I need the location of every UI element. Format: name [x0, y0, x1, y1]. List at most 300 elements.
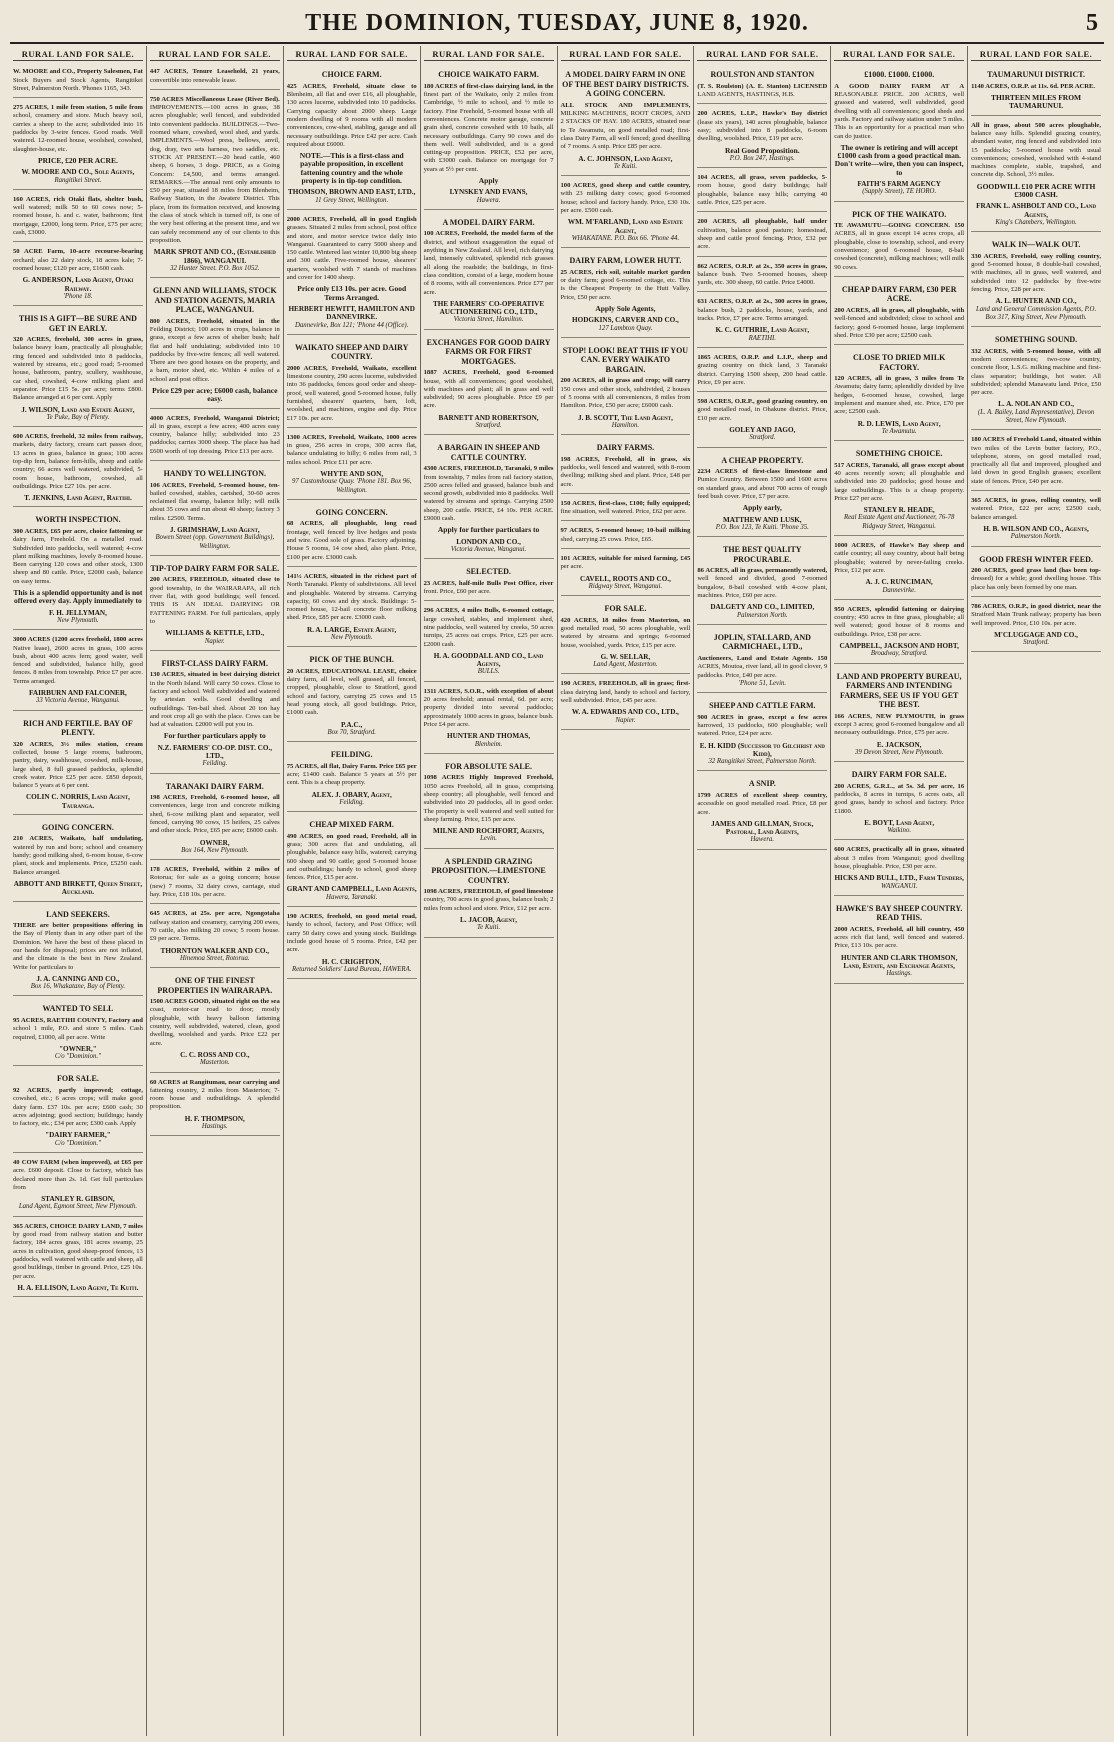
- ad-column: [968, 46, 1104, 1736]
- ad-price-text: THIRTEEN MILES FROM TAUMARUNUI.: [990, 93, 1082, 111]
- ad-address: Bowen Street (opp. Government Buildings), Wellington.: [155, 534, 275, 550]
- ad-address: Land and General Commission Agents, P.O. Box 317, King Street, New Plymouth.: [975, 305, 1097, 321]
- ad-address: Hastings.: [201, 1123, 228, 1130]
- ad-address: Hawera.: [750, 836, 775, 844]
- ad-heading: A SPLENDID GRAZING PROPOSITION.—LIMESTONE COUNTRY.: [431, 856, 546, 885]
- ad-agent-name: L. JACOB, Agent,: [460, 916, 518, 925]
- ad-address: Feilding.: [202, 760, 228, 768]
- ad-agent-name: THE FARMERS' CO-OPERATIVE AUCTIONEERING CO., LTD.,: [432, 299, 545, 317]
- ad-body-text: 200 ACRES, all in grass, all ploughable, with well-fenced and subdivided; close to school and factory; good 6-roomed house, large implement shed. Price £30 per acre; £2500 cash.: [834, 306, 965, 339]
- ad-price-text: Apply: [478, 176, 499, 186]
- ad-address: 32 Hunter Street. P.O. Box 1052.: [170, 264, 260, 272]
- ad-heading: SOMETHING SOUND.: [994, 335, 1078, 345]
- ad-agent-name: E. BOYT, Land Agent,: [864, 818, 935, 827]
- classified-ad: [13, 430, 143, 507]
- ad-heading: CLOSE TO DRIED MILK FACTORY.: [852, 353, 946, 372]
- ad-body-text: 900 ACRES in grass, except a few acres harrowed, 13 paddocks, 600 ploughable; well watered. Price, £24 per acre.: [697, 713, 828, 738]
- ad-agent-name: E. JACKSON,: [876, 740, 922, 749]
- ad-heading: SHEEP AND CATTLE FARM.: [709, 701, 816, 711]
- ad-body-text: 200 ACRES, FREEHOLD, situated close to good township, in the WAIRARAPA, all rich river flat, with good buildings; well fenced. THIS IS AN IDEAL DAIRYING OR FATTENING FARM. For full particulars, apply to: [149, 576, 280, 625]
- ad-address: BULLS.: [477, 668, 500, 676]
- ad-address: Box 70, Stratford.: [327, 728, 376, 736]
- classified-ad: [13, 905, 143, 997]
- ad-agent-name: LONDON AND CO.,: [456, 537, 521, 546]
- ad-body-text: 23 ACRES, half-mile Bulls Post Office, river front. Price, £60 per acre.: [423, 579, 554, 596]
- ad-agent-name: BARNETT AND ROBERTSON,: [438, 413, 539, 422]
- ad-body-text: 210 ACRES, Waikato, half undulating, watered by run and bore; school and creamery handy; good milking shed, 6-room house, 6-cow plant, stock and implements. Price, £5250 cash. Balance arranged.: [13, 835, 143, 876]
- ad-address: Stratford.: [1023, 639, 1050, 647]
- ad-address: Land Agent, Masterton.: [593, 661, 658, 669]
- classified-ad: [150, 412, 280, 461]
- ad-body-text: 92 ACRES, partly improved; cottage, cowshed, etc.; 6 acres crops; will make good dairy farm. £37 10s. per acre; £600 cash; 30 acres adjoining; good section; buildings; handy to factory, etc.; £34 per acre; £300 cash. Apply: [13, 1086, 143, 1128]
- ad-column: [558, 46, 695, 1736]
- column-header: RURAL LAND FOR SALE.: [971, 46, 1101, 61]
- classified-ad: [971, 600, 1101, 652]
- ad-heading: HANDY TO WELLINGTON.: [163, 469, 267, 479]
- ad-agent-name: G. W. SELLAR,: [600, 652, 651, 661]
- ad-heading: THE BEST QUALITY PROCURABLE.: [723, 545, 802, 564]
- ad-body-text: 101 ACRES, suitable for mixed farming, £45 per acre.: [560, 554, 691, 571]
- classified-ad: [150, 464, 280, 556]
- classified-ad: [834, 205, 964, 277]
- ad-body-text: 4300 ACRES, FREEHOLD, Taranaki, 9 miles from township, 7 miles from rail factory station, 2500 acres felled and grassed, balance bush and second growth, subdivided into 8 paddocks. Well watered by streams and springs. Carrying 2500 sheep, 200 cattle. PRICE, £4 10s. PER ACRE. £9000 cash.: [423, 465, 554, 523]
- ad-heading: TARANAKI DAIRY FARM.: [165, 781, 264, 791]
- ad-agent-name: M'CLUGGAGE AND CO.,: [994, 630, 1078, 639]
- ad-address: Blenheim.: [474, 740, 503, 748]
- classified-ad: [971, 494, 1101, 546]
- ad-heading: A MODEL DAIRY FARM.: [442, 217, 535, 227]
- ad-address: 'Phone 51, Levin.: [738, 679, 787, 687]
- ad-body-text: 178 ACRES, Freehold, within 2 miles of Rotorua; for sale as a going concern; house (new) 7 rooms, 32 dairy cows, carriage, stud hay. Price, £18 10s. per acre.: [149, 866, 280, 899]
- ad-body-text: 490 ACRES, on good road, Freehold, all in grass; 300 acres flat and undulating, all ploughable, balance easy hills, watered; carrying 600 sheep and 90 cattle; good 5-roomed house and outbuildings; handy to school, good sheep fences. Price, £15 per acre.: [286, 832, 417, 882]
- masthead: [10, 8, 1104, 44]
- ad-body-text: 300 ACRES, £65 per acre, choice fattening or dairy farm, Freehold. On a metalled road. Subdivided into paddocks, well watered; 4-cow plant milking machines, lovely 8-roomed house. Been carrying 120 cows and other stock, 1300 sheep and 80 cattle. Price, £2000 cash, balance on easy terms.: [13, 527, 143, 585]
- ad-address: Dannevirke.: [882, 586, 916, 594]
- classified-ad: [287, 213, 417, 335]
- ad-address: Te Kuiti.: [476, 924, 501, 932]
- ad-body-text: 332 ACRES, with 5-roomed house, with all modern conveniences; two-cow country, concrete floor, L.S.G. milking machine and first-class separator; buildings, hot water. All subdivided; splendid Manawatu land. Price, £50 per acre.: [971, 347, 1101, 397]
- ad-address: Levin.: [480, 835, 497, 843]
- ad-column: [147, 46, 284, 1736]
- ad-agent-name: A. C. JOHNSON, Land Agent,: [578, 154, 673, 163]
- ad-agent-name: WHYTE AND SON,: [320, 470, 384, 479]
- classified-ad: [561, 497, 691, 522]
- ad-body-text: 75 ACRES, all flat, Dairy Farm. Price £65 per acre; £1400 cash. Balance 5 years at 5½ per cent. This is a cheap property.: [286, 762, 417, 787]
- ad-address: Te Awamutu.: [881, 427, 917, 435]
- ad-heading: WAIKATO SHEEP AND DAIRY COUNTRY.: [294, 342, 409, 362]
- classified-ad: [287, 815, 417, 907]
- classified-ad: [13, 1220, 143, 1297]
- ad-address: Ridgway Street, Wanganui.: [588, 582, 663, 590]
- ad-body-text: 1140 ACRES, O.R.P. at 11s. 6d. PER ACRE.: [971, 82, 1096, 90]
- classified-ad: [424, 757, 554, 849]
- classified-ad: [971, 433, 1101, 491]
- ad-column: [694, 46, 831, 1736]
- ad-agent-name: GRANT AND CAMPBELL, Land Agents,: [286, 885, 417, 894]
- ad-body-text: 25 ACRES, rich soil, suitable market garden or dairy farm; good 6-roomed cottage, etc. This is the Cheapest Property in the Hutt Valley. Price, £50 per acre.: [560, 268, 691, 301]
- ad-body-text: 68 ACRES, all ploughable, long road frontage, well fenced by live hedges and posts and wire. Good sole of grass. Factory adjoining. House 5 rooms, 14 cow shed, also plant. Price, £100 per acre. £3000 cash.: [286, 520, 417, 561]
- ad-heading: GOOD FRESH WINTER FEED.: [979, 554, 1093, 564]
- ad-body-text: 120 ACRES, all in grass, 3 miles from Te Awamutu; dairy farm; splendidly divided by live hedges, 6-roomed house, cowshed, large implement and manure shed, etc. Price, £70 per acre; £2500 cash.: [834, 375, 965, 416]
- ad-body-text: All in grass, about 500 acres ploughable, balance easy hills. Splendid grazing country, abundant water, ring fenced and subdivided into 15 paddocks; 5-roomed house with usual conveniences; cowshed, woolshed with 4-stand machines complete, stable, trapshed, and concrete dip. School, 3½ miles.: [971, 121, 1101, 179]
- ad-address: King's Chambers, Wellington.: [995, 218, 1077, 226]
- ad-heading: DAIRY FARM FOR SALE.: [851, 770, 947, 780]
- classified-ad: [424, 65, 554, 210]
- ad-address: RAETIHI.: [748, 334, 776, 342]
- ad-address: New Plymouth.: [330, 634, 373, 642]
- ad-agent-name: LYNSKEY AND EVANS,: [449, 188, 528, 197]
- classified-ad: [834, 539, 964, 600]
- ad-address: Stratford.: [749, 434, 776, 442]
- ad-body-text: 200 ACRES, L.I.P., Hawke's Bay district (lease six years), 140 acres ploughable, balance easy; subdivided into 8 paddocks, 6-room dwelling, woolshed. Price, £19 per acre.: [697, 110, 828, 143]
- ad-body-text: 160 ACRES, rich Otaki flats, shelter bush, well watered; milk 50 to 60 cows now; 5-roomed house, h. and c. water, bathroom; first mortgage, £2000, long term. Price, £75 per acre; cash, £3000.: [13, 195, 143, 237]
- ad-body-text: 200 ACRES, good grass land (has been top-dressed) for a while; good dwelling house. This place has only been formed by one man.: [971, 567, 1101, 591]
- ad-heading: A BARGAIN IN SHEEP AND CATTLE COUNTRY.: [437, 443, 540, 462]
- ad-column: [284, 46, 421, 1736]
- classified-ad: [13, 818, 143, 902]
- classified-ad: [150, 65, 280, 90]
- ad-heading: £1000. £1000. £1000.: [864, 70, 935, 80]
- classified-ad: [561, 251, 691, 338]
- ad-body-text: 104 ACRES, all grass, seven paddocks, 5-room house, good dairy buildings; half ploughable, balance easy hills; carrying 40 cattle. Price, £25 per acre.: [697, 174, 828, 207]
- page-number: 5: [1086, 10, 1098, 36]
- ad-address: Broadway, Stratford.: [870, 650, 928, 658]
- ad-heading: A SNIP.: [748, 779, 776, 789]
- ad-body-text: 320 ACRES, freehold, 300 acres in grass, balance heavy loam, practically all ploughable; ring fenced and subdivided into 8 paddocks, watered by streams, etc.; good road; 5-roomed house, bathroom, pantry, scullery, washhouse, car shed, cowshed, 4-cow milking plant and separator. Price £15 5s. per acre; terms £800. Balance arranged at 6 per cent. Apply: [13, 336, 143, 402]
- ad-agent-name: A. L. HUNTER AND CO.,: [995, 297, 1077, 306]
- ad-address: Napier.: [204, 637, 225, 645]
- classified-ad: [287, 910, 417, 979]
- classified-ad: [697, 628, 827, 693]
- classified-ad: [834, 843, 964, 895]
- classified-ad: [971, 119, 1101, 233]
- classified-ad: [834, 765, 964, 840]
- ad-agent-name: J. WILSON, Land and Estate Agent,: [21, 405, 135, 414]
- ad-heading: WANTED TO SELL: [42, 1004, 114, 1014]
- ad-agent-name: HUNTER AND CLARK THOMSON, Land, Estate, and Exchange Agents,: [840, 953, 958, 971]
- ad-agent-name: J. GRIMSHAW, Land Agent,: [169, 526, 260, 535]
- ad-address: P.O. Box 123, Te Kuiti. 'Phone 35.: [715, 523, 809, 531]
- ad-price-text: The owner is retiring and will accept £1000 cash from a good practical man. Don't write—wire, then you can inspect, to: [834, 142, 964, 177]
- ad-price-text: Price only £13 10s. per acre. Good Terms Arranged.: [297, 284, 407, 302]
- ad-price-text: Apply early,: [742, 503, 782, 513]
- ad-heading: FOR SALE.: [604, 604, 647, 614]
- ad-body-text: 141½ ACRES, situated in the richest part of North Taranaki. Plenty of subdivisions. All level and ploughable. Watered by streams. Carrying capacity, 60 cows and dry stock. Buildings: 5-roomed house, 12-bail concrete floor milking shed. Price, £85 per acre. £3000 cash.: [286, 572, 417, 622]
- ad-heading: A MODEL DAIRY FARM IN ONE OF THE BEST DAIRY DISTRICTS. A GOING CONCERN.: [562, 70, 689, 99]
- ad-address: C/o "Dominion.": [54, 1053, 101, 1061]
- ad-price-text: NOTE.—This is a first-class and payable proposition, in excellent fattening country and the whole property is in tip-top condition.: [299, 151, 404, 186]
- ad-agent-name: H. A. ELLISON, Land Agent, Te Kuiti.: [17, 1283, 139, 1292]
- ad-body-text: 1887 ACRES, Freehold, good 6-roomed house, with all conveniences; good woolshed, with machines and plant; all in grass and well subdivided; 90 acres ploughable. Price £9 per acre.: [423, 369, 554, 410]
- ad-agent-name: L. A. NOLAN AND CO.,: [998, 400, 1074, 409]
- ad-column: [421, 46, 558, 1736]
- ad-heading: WALK IN—WALK OUT.: [991, 240, 1081, 250]
- ad-address: Stratford.: [475, 422, 502, 429]
- ad-heading: FEILDING.: [330, 750, 373, 760]
- ad-agent-name: H. A. GOODDALL AND CO., Land Agents,: [433, 651, 544, 669]
- ad-address: Hawera, Taranaki.: [326, 893, 378, 901]
- ad-agent-name: H. B. WILSON AND CO., Agents,: [983, 524, 1089, 533]
- ad-agent-name: DALGETY AND CO., LIMITED,: [710, 603, 815, 612]
- classified-ad: [834, 280, 964, 345]
- classified-ad: [13, 1156, 143, 1217]
- ad-body-text: 200 ACRES, G.R.L., at 5s. 3d. per acre, 16 paddocks, 8 acres in turnips, 6 acres oats, all good grass, handy to school and factory. Price £1800.: [834, 782, 965, 815]
- ad-heading: TAUMARUNUI DISTRICT.: [987, 70, 1086, 80]
- ad-agent-name: STANLEY R. GIBSON,: [41, 1195, 115, 1204]
- ad-price-text: Apply for further particulars to: [437, 525, 540, 535]
- ad-agent-name: J. A. CANNING AND CO.,: [36, 974, 120, 983]
- classified-ad: [561, 677, 691, 729]
- ad-body-text: 100 ACRES, Freehold, the model farm of the district, and without exaggeration the equal of anything in New Zealand. All level, rich dairying land, intensely cultivated, splendid rich grasses all along the roadside; the buildings, in first-class condition, consist of a large, modern house of 8 rooms, with all conveniences. Price £77 per acre.: [423, 230, 554, 296]
- ad-price-text: Real Good Proposition.: [724, 145, 800, 155]
- ad-agent-name: W. A. EDWARDS AND CO., LTD.,: [571, 708, 679, 717]
- classified-ad: [971, 235, 1101, 327]
- ad-address: WHAKATANE. P.O. Box 66. 'Phone 44.: [571, 234, 680, 242]
- classified-ad: [697, 696, 827, 771]
- ad-agent-name: "DAIRY FARMER,": [45, 1131, 111, 1140]
- ad-agent-name: HERBERT HEWITT, HAMILTON AND DANNEVIRKE.: [288, 304, 415, 322]
- ad-body-text: 190 ACRES, freehold, on good metal road, handy to school, factory, and Post Office; will carry 50 dairy cows and young stock. Buildings include good house of 5 rooms. Price, £42 per acre.: [286, 913, 417, 954]
- classified-ad: [287, 431, 417, 500]
- ad-heading: RICH AND FERTILE. BAY OF PLENTY.: [23, 718, 133, 738]
- ad-body-text: 750 ACRES Miscellaneous Lease (River Bed). IMPROVEMENTS.—100 acres in grass, 38 acres ploughable; well fenced, and subdivided into convenient paddocks. BUILDINGS.—Two-roomed whare, cowshed, wool shed, and yards. IMPLEMENTS.—Wool press, bellows, anvil, dog, dray, two sets harness, two saddles, etc. STOCK AT PRESENT.—20 head cattle, 460 sheep, 6 horses, 3 dogs. PRICE, as a Going Concern: £4,500, and terms arranged. REMARKS.—The annual rent only amounts to £50 per year, situated 18 miles from Blenheim, Railway Station, in the Awatere District. This place, from its formation received, and knowing the class of stock which is turned off, is one of the very best offering at the present time, and we can safely recommend any of our clients to this proposition.: [149, 95, 280, 244]
- ad-address: 39 Devon Street, New Plymouth.: [854, 748, 944, 756]
- ad-heading: SELECTED.: [466, 567, 511, 577]
- ad-heading: CHEAP DAIRY FARM, £30 PER ACRE.: [841, 284, 957, 304]
- ad-agent-name: HODGKINS, CARVER AND CO.,: [572, 316, 679, 325]
- ad-address: Palmerston North.: [737, 611, 788, 619]
- classified-ad: [561, 179, 691, 248]
- ad-body-text: 275 ACRES, 1 mile from station, 5 mile from school, creamery and store. Much heavy soil, carries a sheep to the acre; subdivided into 16 paddocks by 3-wire fences. Good roads. Well watered. 12-roomed house, woolshed, cowshed, slaughter-house, etc.: [13, 104, 143, 153]
- ad-heading: FOR SALE.: [57, 1074, 99, 1084]
- ad-agent-name: K. C. GUTHRIE, Land Agent,: [715, 326, 810, 335]
- ad-body-text: 198 ACRES, Freehold, 6-roomed house, all conveniences, large iron and concrete milking shed, 6-cow milking plant and separator, well fenced, carrying 90 cows, 15 heifers, 25 calves and other stock. Price, £65 per acre; £6000 cash.: [149, 794, 280, 835]
- ad-heading: WORTH INSPECTION.: [35, 515, 121, 525]
- classified-ad: [561, 552, 691, 596]
- classified-ad: [150, 1076, 280, 1137]
- ad-address: Box 164, New Plymouth.: [181, 846, 249, 854]
- column-header: RURAL LAND FOR SALE.: [13, 46, 143, 61]
- ad-heading: EXCHANGES FOR GOOD DAIRY FARMS OR FOR FIRST MORTGAGES.: [426, 337, 551, 366]
- classified-ad: [424, 685, 554, 754]
- classified-ad: [13, 245, 143, 306]
- ad-heading: FIRST-CLASS DAIRY FARM.: [161, 658, 268, 668]
- ad-body-text: 1098 ACRES, FREEHOLD, of good limestone country, 700 acres in good grass, balance bush; 2 miles from school and store. Price, £12 per acre.: [423, 888, 554, 912]
- ad-body-text: 60 ACRES at Rangitumau, near carrying and fattening country, 2 miles from Masterton; 7-room house and outbuildings. A splendid proposition.: [149, 1078, 280, 1111]
- ad-body-text: 330 ACRES, Freehold, easy rolling country, good 5-roomed house, 8 double-bail cowshed, with machines, all in grass, well watered, and subdivided into 12 paddocks by five-wire fencing. Price, £28 per acre.: [971, 252, 1101, 293]
- classified-ad: [424, 562, 554, 601]
- ad-address: Hawera.: [476, 196, 501, 204]
- ad-heading: PICK OF THE BUNCH.: [309, 655, 394, 665]
- ad-agent-name: W. MOORE AND CO., Sole Agents,: [21, 168, 135, 177]
- ad-agent-name: A. J. C. RUNCIMAN,: [865, 578, 933, 587]
- ad-address: Feilding.: [339, 798, 365, 806]
- ad-heading: GLENN AND WILLIAMS, STOCK AND STATION AGENTS, MARIA PLACE, WANGANUI.: [152, 286, 277, 315]
- column-header: RURAL LAND FOR SALE.: [287, 46, 417, 61]
- ad-address: Box 16, Whakatane, Bay of Plenty.: [30, 983, 126, 991]
- ad-heading: CHOICE FARM.: [321, 70, 382, 80]
- ad-agent-name: E. H. KIDD (Successor to Gilchrist and Kidd),: [699, 741, 825, 758]
- ad-body-text: 100 ACRES, good sheep and cattle country, with 23 milking dairy cows; good 6-roomed house; school and factory handy. Price, £30 10s. per acre. £500 cash.: [560, 182, 691, 215]
- ad-address: (Sapply Street), TE HORO.: [862, 188, 937, 196]
- ad-body-text: 150 ACRES, first-class, £100; fully equipped; fine situation, well watered. Price, £62 per acre.: [560, 499, 691, 516]
- ad-agent-name: OWNER,: [199, 838, 230, 847]
- ad-agent-name: STANLEY R. HEADE,: [863, 506, 935, 515]
- classified-ad: [424, 604, 554, 681]
- ad-address: Hamilton.: [611, 421, 640, 429]
- ad-address: Land Agent, Egmont Street, New Plymouth.: [18, 1203, 138, 1211]
- ad-body-text: 862 ACRES, O.R.P. at 2s., 350 acres in grass, balance bush. Two 5-roomed houses, sheep yards, etc. 300 sheep, 60 cattle. Price £4000.: [697, 262, 828, 287]
- ad-body-text: 600 ACRES, freehold, 32 miles from railway, markets, dairy factory, cream cart passes door, 13 acres in grass, balance in grass; 100 acres top-dip fern, balance fern-hills, sheep and cattle country; 66 acres well watered, subdivided, 5-room house, bathroom, cowshed, all outbuildings. Price £27 10s. per acre.: [13, 433, 143, 490]
- ad-heading: HAWKE'S BAY SHEEP COUNTRY. READ THIS.: [835, 903, 963, 923]
- ad-body-text: 50 ACRE Farm, 10-acre recourse-bearing orchard; also 22 dairy stock, 18 acres kale; 7-roomed house; £120 per acre, £1600 cash.: [13, 248, 143, 272]
- ad-heading: SOMETHING CHOICE.: [855, 449, 943, 459]
- classified-ad: [697, 107, 827, 168]
- ad-price-text: Apply Sole Agents,: [595, 303, 656, 313]
- ad-price-text: GOODWILL £10 PER ACRE WITH £3000 CASH.: [976, 181, 1096, 200]
- ad-agent-name: T. JENKINS, Land Agent, Raetihi.: [24, 494, 132, 503]
- ad-agent-name: FAIRBURN AND FALCONER,: [29, 689, 127, 698]
- classified-ad: [13, 101, 143, 190]
- classified-ad: [424, 852, 554, 938]
- classified-ad: [834, 899, 964, 984]
- ad-body-text: 106 ACRES, Freehold, 5-roomed house, ten-bailed cowshed, stables, cartshed, 30-60 acres reclaimed flat swamp, balance hilly; will milk about 35 cows and run about 40 sheep; factory 3 miles. £2500. Terms.: [149, 481, 280, 522]
- classified-ad: [697, 295, 827, 347]
- ad-price-text: This is a splendid opportunity and is not offered every day. Apply immediately to: [13, 588, 143, 606]
- ad-body-text: 950 ACRES, splendid fattening or dairying country; 450 acres in fine grass, ploughable; all well watered; good house of 8 rooms and outbuildings. Price, £38 per acre.: [834, 605, 965, 638]
- ad-price-text: PRICE, £20 PER ACRE.: [38, 155, 118, 165]
- ad-body-text: 3000 ACRES (1200 acres freehold, 1800 acres Native lease), 2600 acres in grass, 100 acres bush, about 400 acres fern; good water, well fenced and subdivided, balance hilly, good fences. 8 miles from township. Price £7 per acre. Terms arranged.: [13, 636, 143, 685]
- ad-body-text: 320 ACRES, 3½ miles station, cream collected, house 5 large rooms, bathroom, pantry, dairy, washhouse, cowshed, milk-house, large shed, 8 full grassed paddocks, splendid creek water. Price £25 per acre. £850 deposit, balance 5 years at 6 per cent.: [13, 740, 143, 790]
- ad-address: Waikino.: [887, 827, 912, 835]
- ad-body-text: (T. S. Roulston) (A. E. Stanton) LICENSED LAND AGENTS, HASTINGS, H.B.: [697, 82, 828, 99]
- classified-ad: [834, 348, 964, 441]
- classified-ad: [561, 341, 691, 435]
- ad-address: New Plymouth.: [57, 616, 99, 624]
- ad-body-text: 1000 ACRES, of Hawke's Bay sheep and cattle country; all easy country, about half being ploughable; watered by never-failing creeks. Price, £12 per acre.: [834, 542, 965, 574]
- ad-body-text: 2000 ACRES, Freehold, all in good English grasses. Situated 2 miles from school, post office and store, and motor service twice daily into Wanganui. Guaranteed to carry 5000 sheep and 150 cattle. Wintered last winter 10,800 big sheep and 300 cattle. Five-roomed house, shearers' quarters, woolshed with 7 stands of machines and cover for 1400 sheep.: [286, 215, 417, 282]
- ad-heading: GOING CONCERN.: [315, 507, 388, 517]
- classified-ad: [834, 667, 964, 762]
- ad-agent-name: WILLIAMS & KETTLE, LTD.,: [165, 629, 265, 638]
- ad-body-text: 645 ACRES, at 25s. per acre, Ngongotaha railway station and creamery, carrying 200 ewes, 70 cattle, also milking 20 cows; 5 room house. £9 per acre. Terms.: [149, 910, 280, 943]
- ad-address: 127 Lambton Quay.: [598, 324, 653, 332]
- ad-body-text: 2000 ACRES, Freehold, Waikato, excellent limestone country, 290 acres lucerne, subdivided into 36 paddocks, fences good order and sheep-proof, well watered, good 5-roomed house, fully furnished, shearers' quarters, barn, loft, woolshed, and machines, engine and dip. Price £17 10s. per acre.: [286, 364, 417, 422]
- classified-ad: [834, 603, 964, 664]
- ad-body-text: 1311 ACRES, S.O.R., with exception of about 20 acres freehold; annual rental, 6d. per acre; property divided into several paddocks; approximately 1000 acres in grass, balance bush. Price £4 per acre.: [423, 687, 554, 728]
- ad-body-text: 40 COW FARM (when improved), at £65 per acre. £600 deposit. Close to factory, which has declared more than 2s. 1d. Get full particulars from: [13, 1159, 143, 1191]
- classified-ad: [287, 503, 417, 567]
- classified-ad: [971, 550, 1101, 597]
- classified-ad: [697, 65, 827, 104]
- classified-ad: [697, 351, 827, 392]
- classified-ad: [150, 777, 280, 861]
- ad-body-text: A GOOD DAIRY FARM AT A REASONABLE PRICE. 200 ACRES, well grassed and watered, well subdivided, good dwelling with all conveniences; good sheds and yards. Factory and railway station under 5 miles. This is an opportunity for a practical man who can do justice.: [834, 82, 965, 140]
- ad-agent-name: P.A.C.,: [341, 720, 363, 729]
- ad-agent-name: ABBOTT AND BIRKETT, Queen Street, Auckland.: [13, 879, 143, 897]
- ad-agent-name: THORNTON WALKER AND CO.,: [160, 946, 270, 955]
- ad-address: Te Puke, Bay of Plenty.: [46, 413, 110, 421]
- ad-body-text: 20 ACRES, EDUCATIONAL LEASE, choice dairy farm, all level, well grassed, all fenced, cropped, ploughable, close to Stratford, good school and factory, carrying 25 cows and 15 head young stock, all good buildings. Price, £1000 cash.: [286, 667, 417, 717]
- ad-address: Masterton.: [199, 1059, 230, 1067]
- ad-body-text: 200 ACRES, all in grass and crop; will carry 150 cows and other stock, subdivided, 2 houses of 5 rooms with all conveniences, 8 miles from Hamilton. Price, £50 per acre; £6000 cash.: [560, 377, 691, 410]
- ad-body-text: 1865 ACRES, O.R.P. and L.I.P., sheep and grazing country on thick land, 3 Taranaki district. Carrying 1500 sheep, 200 head cattle. Price, £9 per acre.: [697, 353, 828, 386]
- ad-body-text: 180 ACRES of Freehold Land, situated within two miles of the Levin butter factory, P.O., telephone, stores, on good metalled road, practically all flat and improved, ploughed and laid down in good English grasses; excellent state of fences. Price, £40 per acre.: [971, 436, 1101, 485]
- classified-ad: [13, 1069, 143, 1153]
- ad-address: 33 Victoria Avenue, Wanganui.: [35, 697, 120, 705]
- ad-address: 'Phone 18.: [63, 292, 93, 300]
- ad-heading: LAND SEEKERS.: [46, 909, 110, 919]
- classified-ad: [971, 330, 1101, 430]
- ad-body-text: 86 ACRES, all in grass, permanently watered, well fenced and divided, good 7-roomed bungalow, 8-bail cowshed with 4-cow plant, machines. Price, £60 per acre.: [697, 567, 828, 600]
- classified-ad: [150, 907, 280, 968]
- classified-ad: [424, 213, 554, 330]
- classified-ad: [287, 570, 417, 647]
- ad-address: C/o "Dominion.": [54, 1139, 101, 1147]
- classified-ad: [150, 281, 280, 408]
- ad-address: WANGANUI.: [881, 882, 918, 890]
- ad-body-text: 800 ACRES, Freehold, situated in the Feilding District; 100 acres in crops, balance in grass, except a few acres of shelter bush; half flat and half undulating; subdivided into 10 paddocks by five-wire fences; all well watered. There are two good houses on the property, and a barn, motor shed, etc. Within 4 miles of a school and post office.: [149, 317, 280, 383]
- ad-body-text: 95 ACRES, RAETIHI COUNTY, Factory and school 1 mile, P.O. and store 5 miles. Cash required, £1000, all per acre. Write: [13, 1016, 143, 1041]
- ad-agent-name: MARK SPROT AND CO., (Established 1866), WANGANUI.: [153, 248, 276, 265]
- ad-body-text: 631 ACRES, O.R.P. at 2s., 300 acres in grass, balance bush, 2 paddocks, house, yards, and tracks. Price, £7 per acre. Terms arranged.: [697, 298, 828, 323]
- classified-ad: [834, 65, 964, 201]
- ad-agent-name: N.Z. FARMERS' CO-OP. DIST. CO., LTD.,: [157, 743, 273, 760]
- ad-body-text: 4000 ACRES, Freehold, Wanganui District; all in grass, except a few acres; 400 acres easy country, balance hilly; subdivided into 23 paddocks; carries 3000 sheep. The place has had £600 worth of top dressing. Price £13 per acre.: [149, 414, 280, 455]
- ad-body-text: 365 ACRES, in grass, rolling country, well watered. Price, £22 per acre; £2500 cash, balance arranged.: [971, 497, 1101, 521]
- classified-ad: [834, 444, 964, 536]
- classified-ad: [561, 524, 691, 549]
- classified-ad: [150, 863, 280, 904]
- ad-heading: PICK OF THE WAIKATO.: [852, 209, 947, 219]
- classified-ad: [561, 65, 691, 176]
- classified-ad: [287, 745, 417, 812]
- ad-address: Rangitikei Street.: [54, 176, 102, 184]
- column-header: RURAL LAND FOR SALE.: [561, 46, 691, 61]
- classified-ad: [287, 65, 417, 210]
- column-container: [10, 46, 1104, 1736]
- ad-body-text: 97 ACRES, 5-roomed house; 10-bail milking shed, carrying 25 cows. Price, £65.: [560, 527, 691, 543]
- ad-address: Real Estate Agent and Auctioneer, 76-78 Ridgway Street, Wanganui.: [844, 514, 955, 530]
- classified-ad: [13, 65, 143, 98]
- ad-heading: A CHEAP PROPERTY.: [721, 455, 804, 465]
- column-header: RURAL LAND FOR SALE.: [150, 46, 280, 61]
- ad-body-text: 598 ACRES, O.R.P., good grazing country, on good metalled road, in Ohakune district. Price, £10 per acre.: [697, 398, 828, 422]
- ad-agent-name: FRANK L. ASHBOLT AND CO., Land Agents,: [976, 202, 1096, 219]
- ad-agent-name: HUNTER AND THOMAS,: [446, 732, 531, 741]
- ad-address: Napier.: [615, 716, 636, 724]
- ad-address: 97 Customhouse Quay. 'Phone 181. Box 96, Wellington.: [291, 478, 412, 494]
- ad-address: Dannevirke, Box 121; 'Phone 44 (Office).: [295, 321, 409, 329]
- ad-body-text: 200 ACRES, all ploughable, half under cultivation, balance good pasture; homestead, sheep and cattle proof fencing. Price, £32 per acre.: [697, 218, 828, 251]
- ad-heading: GOING CONCERN.: [41, 822, 114, 832]
- ad-agent-name: H. C. CRIGHTON,: [321, 957, 382, 966]
- ad-address: 11 Grey Street, Wellington.: [315, 196, 389, 204]
- ad-agent-name: COLIN C. NORRIS, Land Agent, Tauranga.: [25, 793, 130, 810]
- classified-ad: [287, 650, 417, 742]
- ad-body-text: 198 ACRES, Freehold, all in grass, six paddocks, well fenced and watered, with 8-room dwelling; milking shed and plant. Price, £48 per acre.: [560, 455, 691, 488]
- classified-ad: [697, 260, 827, 293]
- ad-agent-name: HICKS AND BULL, LTD., Farm Tenders,: [834, 874, 964, 883]
- ad-address: Returned Soldiers' Land Bureau, HAWERA.: [291, 965, 412, 973]
- ad-body-text: 600 ACRES, practically all in grass, situated about 3 miles from Wanganui; good dwelling house, ploughable. Price, £30 per acre.: [834, 846, 965, 870]
- ad-agent-name: CAVELL, ROOTS AND CO.,: [579, 574, 671, 583]
- ad-body-text: 166 ACRES, NEW PLYMOUTH, in grass except 3 acres; good 6-roomed bungalow and all necessary outbuildings. Price, £75 per acre.: [834, 712, 965, 737]
- ad-body-text: THERE are better propositions offering in the Bay of Plenty than in any other part of the Dominion. We have the best of these placed in our hands for disposal; prices are not inflated, and the climate is the best in New Zealand. Write for particulars to: [13, 922, 143, 971]
- ad-address: 32 Rangitikei Street, Palmerston North.: [708, 758, 817, 766]
- ad-agent-name: JAMES AND GILLMAN, Stock, Pastoral, Land Agents,: [711, 819, 814, 837]
- classified-ad: [150, 654, 280, 774]
